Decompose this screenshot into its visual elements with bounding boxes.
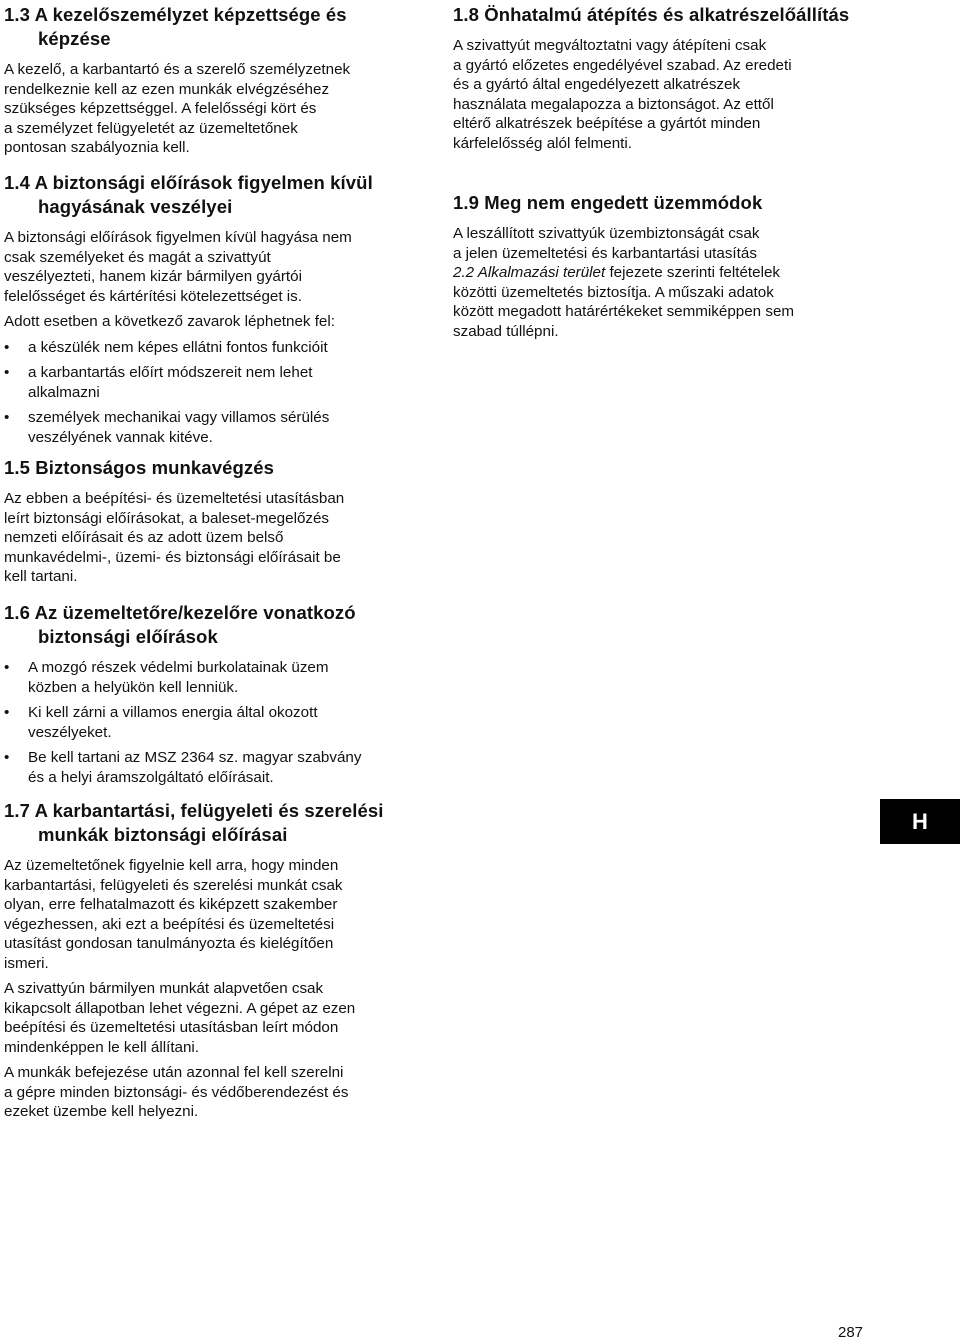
section-1-7 (4, 799, 424, 1128)
list-item-text: a készülék nem képes ellátni fontos funkcióit (28, 338, 328, 356)
list-item-text: a karbantartás előírt módszereit nem lehet alkalmazni (28, 364, 313, 401)
page-number: 287 (838, 1324, 864, 1341)
paragraph-text: A leszállított szivattyúk üzembiztonságát csak a jelen üzemeltetési és karbantartási utasítás (453, 225, 760, 262)
list-item-text: személyek mechanikai vagy villamos sérülés veszélyének vannak kitéve. (28, 409, 330, 446)
paragraph: Az üzemeltetőnek figyelnie kell arra, hogy minden karbantartási, felügyeleti és szerelési munkát csak olyan, erre felhatalmazott és kiképzett szakember végezhessen, aki ezt a beépítési és üzemeltetési utasítást gondosan tanulmányozta és kielégítően ismeri. (4, 857, 343, 972)
section-1-5 (4, 456, 424, 593)
section-heading: 1.3 A kezelőszemélyzet képzettsége és képzése (4, 4, 347, 49)
paragraph: A munkák befejezése után azonnal fel kell szerelni a gépre minden biztonsági- és védőberendezést és ezeket üzembe kell helyezni. (4, 1064, 349, 1120)
chapter-reference: 2.2 Alkalmazási terület (453, 264, 606, 281)
list-item (4, 363, 424, 402)
bullet-icon: • (4, 704, 10, 721)
bullet-icon: • (4, 338, 10, 356)
paragraph: A biztonsági előírások figyelmen kívül hagyása nem csak személyeket és magát a szivattyút veszélyezteti, hanem kizár bármilyen gyártói felelősséget és kártérítési kötelezettséget is. (4, 229, 352, 305)
section-1-9 (453, 191, 893, 347)
bullet-list (4, 338, 424, 448)
language-tab: H (880, 799, 960, 844)
bullet-icon: • (4, 749, 10, 766)
section-1-6 (4, 601, 424, 793)
bullet-icon: • (4, 659, 10, 676)
section-heading: 1.7 A karbantartási, felügyeleti és szerelési munkák biztonsági előírásai (4, 800, 384, 845)
bullet-icon: • (4, 364, 10, 381)
section-heading: 1.4 A biztonsági előírások figyelmen kívül hagyásának veszélyei (4, 172, 373, 217)
section-heading: 1.9 Meg nem engedett üzemmódok (453, 192, 763, 213)
list-item-text: A mozgó részek védelmi burkolatainak üzem közben a helyükön kell lenniük. (28, 659, 329, 696)
list-item (4, 658, 424, 697)
section-1-8 (453, 3, 893, 159)
bullet-icon: • (4, 409, 10, 426)
section-heading: 1.5 Biztonságos munkavégzés (4, 457, 275, 478)
paragraph: A kezelő, a karbantartó és a szerelő személyzetnek rendelkeznie kell az ezen munkák elvégzéséhez szükséges képzettséggel. A felelősségi kört és a személyzet felügyeletét az üzemeltetőnek pontosan szabályoznia kell. (4, 61, 351, 156)
paragraph: A szivattyún bármilyen munkát alapvetően csak kikapcsolt állapotban lehet végezni. A gépet az ezen beépítési és üzemeltetési utasításban leírt módon mindenképpen le kell állítani. (4, 980, 356, 1056)
list-item-text: Ki kell zárni a villamos energia által okozott veszélyeket. (28, 704, 318, 741)
paragraph: A szivattyút megváltoztatni vagy átépíteni csak a gyártó előzetes engedélyével szabad. Az eredeti és a gyártó által engedélyezett alkatrészek használata megalapozza a biztonságot. Az ettől eltérő alkatrészek beépítése a gyártót minden kárfelelősség alól felmenti. (453, 37, 792, 152)
paragraph-text: fejezete szerinti feltételek közötti üzemeltetés biztosítja. A műszaki adatok között megadott határértékeket semmiképpen sem szabad túllépni. (453, 264, 795, 340)
section-heading: 1.6 Az üzemeltetőre/kezelőre vonatkozó biztonsági előírások (4, 602, 356, 647)
list-item (4, 748, 424, 787)
list-item (4, 408, 424, 447)
paragraph: Adott esetben a következő zavarok léphetnek fel: (4, 313, 335, 330)
section-1-3 (4, 3, 424, 164)
paragraph: Az ebben a beépítési- és üzemeltetési utasításban leírt biztonsági előírásokat, a baleset-megelőzés nemzeti előírásait és az adott üzem belső munkavédelmi-, üzemi- és biztonsági előírásait be kell tartani. (4, 490, 345, 585)
list-item (4, 338, 424, 358)
section-1-4 (4, 171, 424, 453)
list-item (4, 703, 424, 742)
list-item-text: Be kell tartani az MSZ 2364 sz. magyar szabvány és a helyi áramszolgáltató előírásait. (28, 749, 362, 786)
bullet-list (4, 658, 424, 787)
section-heading: 1.8 Önhatalmú átépítés és alkatrészelőállítás (453, 4, 850, 25)
paragraph (453, 224, 893, 341)
